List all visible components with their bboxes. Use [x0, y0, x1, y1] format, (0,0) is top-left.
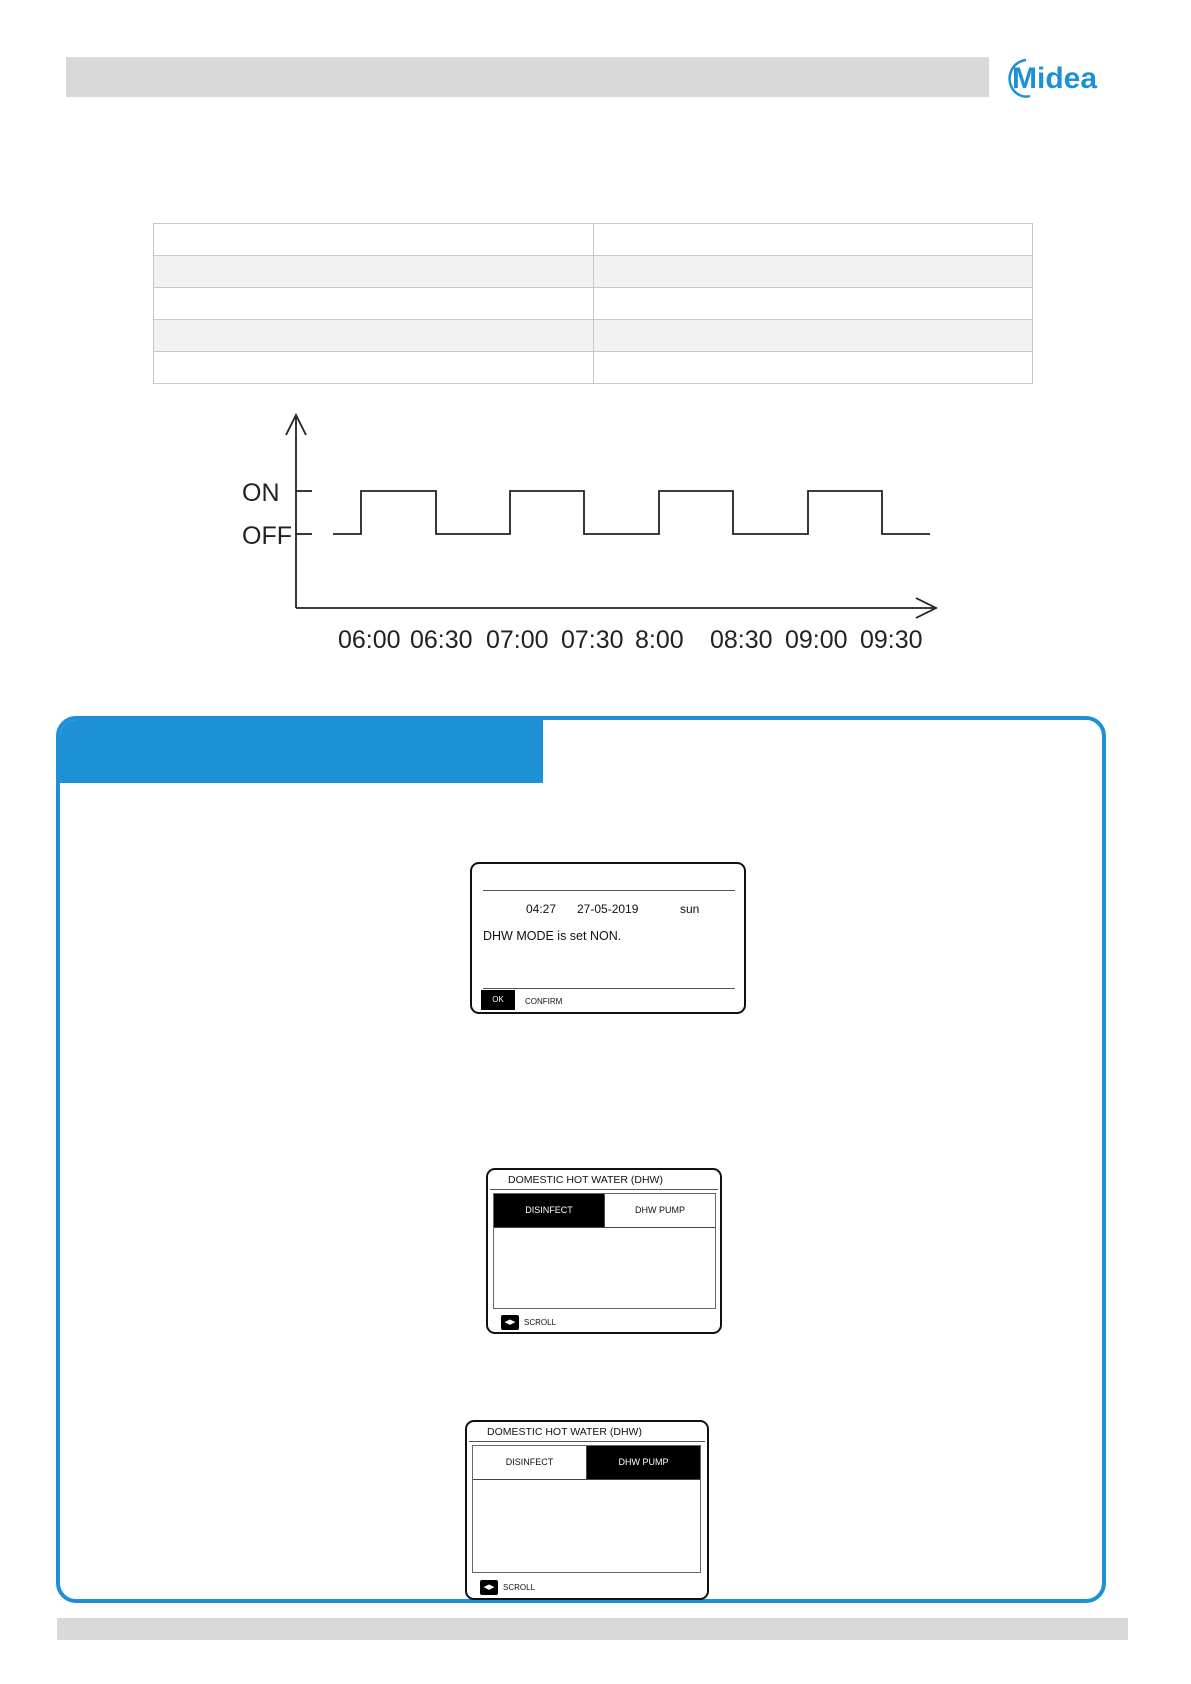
scroll-arrows-icon[interactable]: ◀▶ [501, 1315, 519, 1330]
lcd-title: DOMESTIC HOT WATER (DHW) [508, 1174, 663, 1186]
lcd-time: 04:27 [526, 902, 557, 916]
time-label-0600: 06:00 [338, 626, 401, 654]
time-label-0830: 08:30 [710, 626, 773, 654]
tab-dhw-pump[interactable]: DHW PUMP [587, 1446, 700, 1479]
tab-dhw-pump[interactable]: DHW PUMP [604, 1194, 715, 1227]
lcd-day: sun [680, 902, 700, 916]
time-label-0900: 09:00 [785, 626, 848, 654]
time-label-0800: 8:00 [635, 626, 684, 654]
lcd-content-area [472, 1445, 701, 1573]
lcd-screen-dhw-pump [465, 1420, 709, 1600]
time-label-0630: 06:30 [410, 626, 473, 654]
header-bar [66, 57, 989, 97]
table-row [154, 320, 1033, 352]
lcd-divider [483, 890, 735, 891]
scroll-arrows-icon[interactable]: ◀▶ [480, 1580, 498, 1595]
lcd-title: DOMESTIC HOT WATER (DHW) [487, 1426, 642, 1438]
on-off-waveform [333, 491, 930, 534]
time-label-0930: 09:30 [860, 626, 923, 654]
lcd-divider [483, 988, 735, 989]
lcd-divider [469, 1441, 705, 1442]
lcd-screen-dhw-disinfect [486, 1168, 722, 1334]
parameter-table [153, 223, 1033, 384]
ok-button[interactable]: OK [481, 990, 515, 1010]
panel-header-tab [60, 720, 543, 783]
table-row [154, 256, 1033, 288]
scroll-label: SCROLL [503, 1583, 536, 1592]
lcd-content-area [493, 1193, 716, 1309]
confirm-label: CONFIRM [525, 997, 563, 1006]
lcd-message: DHW MODE is set NON. [483, 929, 622, 943]
tab-disinfect[interactable]: DISINFECT [494, 1194, 604, 1227]
table-row [154, 352, 1033, 384]
lcd-date: 27-05-2019 [577, 902, 639, 916]
scroll-label: SCROLL [524, 1318, 557, 1327]
tab-disinfect[interactable]: DISINFECT [473, 1446, 587, 1479]
table-row [154, 224, 1033, 256]
table-row [154, 288, 1033, 320]
time-label-0730: 07:30 [561, 626, 624, 654]
off-label: OFF [242, 522, 292, 550]
lcd-divider [490, 1189, 718, 1190]
timing-diagram [230, 410, 950, 660]
footer-bar [57, 1618, 1128, 1640]
time-label-0700: 07:00 [486, 626, 549, 654]
midea-logo [1004, 52, 1116, 102]
lcd-screen-dhw-mode-notice [470, 862, 746, 1014]
svg-text:Midea: Midea [1012, 62, 1098, 95]
on-label: ON [242, 479, 280, 507]
